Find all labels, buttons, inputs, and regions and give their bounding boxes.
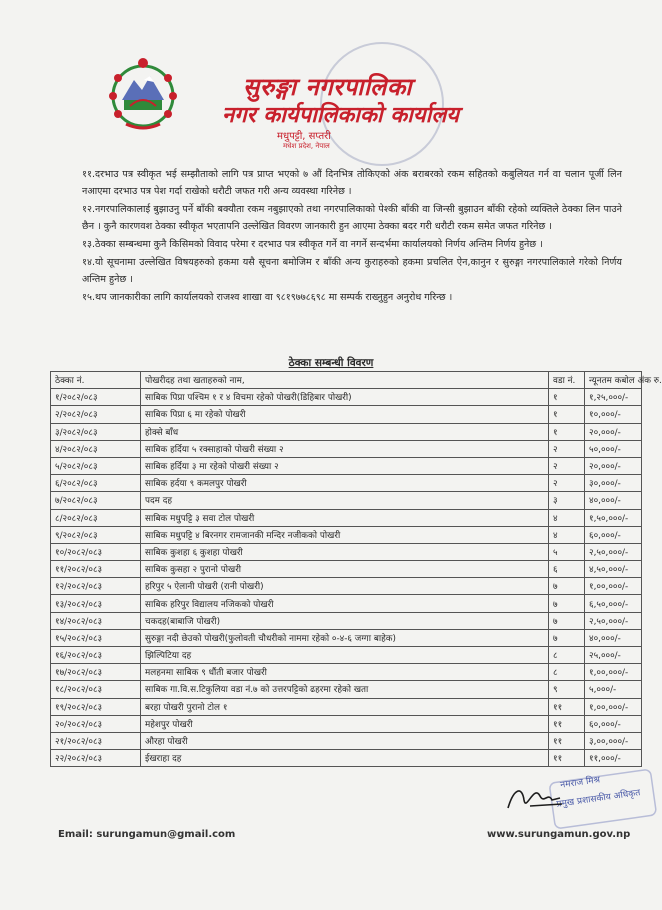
cell-min-bid: ६,५०,०००/- <box>585 595 642 612</box>
table-row <box>51 732 642 749</box>
table-row <box>51 647 642 664</box>
cell-min-bid: १,००,०००/- <box>585 578 642 595</box>
cell-min-bid: ४०,०००/- <box>585 492 642 509</box>
cell-ward-no: ७ <box>549 595 585 612</box>
cell-pond-name: साबिक मधुपट्टि ४ बिरनगर रामजानकी मन्दिर नजीकको पोखरी <box>141 526 549 543</box>
cell-pond-name: झिल्पिटिया दह <box>141 647 549 664</box>
cell-ward-no: ६ <box>549 561 585 578</box>
signature-icon <box>500 778 570 818</box>
cell-contract-no: ८/२०८२/०८३ <box>51 509 141 526</box>
cell-contract-no: २२/२०८२/०८३ <box>51 750 141 767</box>
cell-ward-no: २ <box>549 457 585 474</box>
table-row <box>51 715 642 732</box>
cell-ward-no: ७ <box>549 612 585 629</box>
cell-pond-name: साबिक मधुपट्टि ३ सवा टोल पोखरी <box>141 509 549 526</box>
cell-pond-name: साबिक हर्दिया ५ रक्साहाको पोखरी संख्या २ <box>141 440 549 457</box>
table-row <box>51 423 642 440</box>
cell-min-bid: २,५०,०००/- <box>585 612 642 629</box>
cell-min-bid: १०,०००/- <box>585 406 642 423</box>
table-row <box>51 509 642 526</box>
table-row <box>51 526 642 543</box>
cell-ward-no: ४ <box>549 509 585 526</box>
cell-min-bid: ३,००,०००/- <box>585 732 642 749</box>
cell-min-bid: २,५०,०००/- <box>585 543 642 560</box>
cell-contract-no: १३/२०८२/०८३ <box>51 595 141 612</box>
cell-ward-no: ११ <box>549 715 585 732</box>
cell-pond-name: साबिक हर्दया ९ कमलपुर पोखरी <box>141 475 549 492</box>
cell-min-bid: २०,०००/- <box>585 457 642 474</box>
cell-contract-no: १०/२०८२/०८३ <box>51 543 141 560</box>
cell-ward-no: ३ <box>549 492 585 509</box>
table-row <box>51 492 642 509</box>
cell-min-bid: ३०,०००/- <box>585 475 642 492</box>
cell-ward-no: २ <box>549 440 585 457</box>
cell-min-bid: १,००,०००/- <box>585 698 642 715</box>
clause-11: ११.दरभाउ पत्र स्वीकृत भई सम्झौताको लागि पत्र प्राप्त भएको ७ औं दिनभित्र तोकिएको अंक बराबरको रकम सहितको कबुलियत गर्न वा चलान पूर्जी लिन नआएमा दरभाउ पत्र पेश गर्दा राखेको धरौटी जफत गरी अन्य व्यवस्था गरिनेछ । <box>82 169 622 197</box>
cell-contract-no: १६/२०८२/०८३ <box>51 647 141 664</box>
cell-pond-name: बरहा पोखरी पुरानो टोल १ <box>141 698 549 715</box>
table-row <box>51 440 642 457</box>
table-row <box>51 475 642 492</box>
cell-min-bid: १,००,०००/- <box>585 664 642 681</box>
cell-contract-no: १४/२०८२/०८३ <box>51 612 141 629</box>
cell-pond-name: पदम दह <box>141 492 549 509</box>
cell-contract-no: २०/२०८२/०८३ <box>51 715 141 732</box>
cell-min-bid: ४०,०००/- <box>585 629 642 646</box>
table-row <box>51 561 642 578</box>
table-row <box>51 681 642 698</box>
cell-ward-no: ११ <box>549 750 585 767</box>
col-header-min-bid: न्यूनतम कबोल अंक रु. <box>585 372 642 389</box>
cell-contract-no: २१/२०८२/०८३ <box>51 732 141 749</box>
cell-min-bid: ४,५०,०००/- <box>585 561 642 578</box>
cell-ward-no: २ <box>549 475 585 492</box>
table-row <box>51 595 642 612</box>
cell-contract-no: १९/२०८२/०८३ <box>51 698 141 715</box>
clause-12: १२.नगरपालिकालाई बुझाउनु पर्ने बाँकी बक्यौता रकम नबुझाएको तथा नगरपालिकाको पेश्की बाँकी वा जिन्सी बुझाउन बाँकी रहेको व्यक्तिले ठेक्का लिन पाउने छैन । कुनै कारणवश ठेक्का स्वीकृत भएतापनि उल्लेखित विवरण जानकारी हुन आएमा ठेक्का बदर गरी धरौटी रकम समेत जफत गरिनेछ । <box>82 204 622 232</box>
cell-min-bid: ६०,०००/- <box>585 526 642 543</box>
cell-contract-no: ९/२०८२/०८३ <box>51 526 141 543</box>
table-row <box>51 698 642 715</box>
table-row <box>51 750 642 767</box>
cell-min-bid: ११,०००/- <box>585 750 642 767</box>
cell-pond-name: चकदह(बाबाजि पोखरी) <box>141 612 549 629</box>
cell-pond-name: मलहनमा साबिक ९ धौंती बजार पोखरी <box>141 664 549 681</box>
table-row <box>51 664 642 681</box>
municipality-name: सुरुङ्गा नगरपालिका <box>243 73 412 101</box>
cell-ward-no: ४ <box>549 526 585 543</box>
cell-pond-name: साबिक गा.वि.स.टिकुलिया वडा नं.७ को उत्तरपट्टिको ढहरमा रहेको खता <box>141 681 549 698</box>
table-header-row <box>51 372 642 389</box>
cell-contract-no: १५/२०८२/०८३ <box>51 629 141 646</box>
cell-pond-name: महेशपुर पोखरी <box>141 715 549 732</box>
officer-title: प्रमुख प्रशासकीय अधिकृत <box>555 788 641 810</box>
cell-contract-no: ४/२०८२/०८३ <box>51 440 141 457</box>
cell-contract-no: ११/२०८२/०८३ <box>51 561 141 578</box>
address-line-2: मधेश प्रदेश, नेपाल <box>283 142 330 150</box>
footer-email[interactable]: Email: surungamun@gmail.com <box>58 829 236 840</box>
col-header-contract-no: ठेक्का नं. <box>51 372 141 389</box>
cell-pond-name: औरहा पोखरी <box>141 732 549 749</box>
cell-contract-no: १/२०८२/०८३ <box>51 389 141 406</box>
clause-15: १५.थप जानकारीका लागि कार्यालयको राजश्व शाखा वा ९८१९७७८६९८ मा सम्पर्क राख्नुहुन अनुरोध गरिन्छ । <box>82 292 453 303</box>
cell-contract-no: ७/२०८२/०८३ <box>51 492 141 509</box>
cell-contract-no: ३/२०८२/०८३ <box>51 423 141 440</box>
cell-pond-name: साबिक कुशहा ६ कुशहा पोखरी <box>141 543 549 560</box>
municipality-emblem-icon <box>100 50 186 134</box>
cell-ward-no: ११ <box>549 698 585 715</box>
cell-contract-no: ६/२०८२/०८३ <box>51 475 141 492</box>
cell-ward-no: ९ <box>549 681 585 698</box>
cell-min-bid: १,२५,०००/- <box>585 389 642 406</box>
cell-ward-no: ७ <box>549 629 585 646</box>
cell-min-bid: १,५०,०००/- <box>585 509 642 526</box>
cell-pond-name: ईखराहा दह <box>141 750 549 767</box>
clause-14: १४.यो सूचनामा उल्लेखित विषयहरुको हकमा यसै सूचना बमोजिम र बाँकी अन्य कुराहरुको हकमा प्रचलित ऐन,कानुन र सुरुङ्गा नगरपालिकाले गरेको निर्णय अन्तिम हुनेछ । <box>82 257 622 285</box>
cell-ward-no: ७ <box>549 578 585 595</box>
contract-details-table <box>50 371 662 767</box>
cell-pond-name: साबिक पिप्रा ६ मा रहेको पोखरी <box>141 406 549 423</box>
cell-pond-name: होक्से बाँध <box>141 423 549 440</box>
table-row <box>51 629 642 646</box>
cell-pond-name: हरिपुर ५ ऐलानी पोखरी (रानी पोखरी) <box>141 578 549 595</box>
cell-contract-no: ५/२०८२/०८३ <box>51 457 141 474</box>
clause-13: १३.ठेक्का सम्बन्धमा कुनै किसिमको विवाद परेमा र दरभाउ पत्र स्वीकृत गर्ने वा नगर्ने सन्दर्भमा कार्यालयको निर्णय अन्तिम निर्णय हुनेछ । <box>82 239 543 250</box>
notice-clauses <box>82 166 622 307</box>
officer-name: नमराज मिश्र <box>559 775 601 791</box>
cell-contract-no: १२/२०८२/०८३ <box>51 578 141 595</box>
cell-pond-name: सुरुङ्गा नदी छेउको पोखरी(फुलोवती चौधरीको नाममा रहेको ०-४-६ जग्गा बाहेक) <box>141 629 549 646</box>
col-header-pond-name: पोखरीदह तथा खताहरुको नाम, <box>141 372 549 389</box>
table-row <box>51 612 642 629</box>
footer-website[interactable]: www.surungamun.gov.np <box>487 829 631 840</box>
office-name: नगर कार्यपालिकाको कार्यालय <box>222 103 459 128</box>
cell-ward-no: १ <box>549 406 585 423</box>
table-row <box>51 543 642 560</box>
cell-pond-name: साबिक हरिपुर विद्यालय नजिकको पोखरी <box>141 595 549 612</box>
cell-ward-no: ८ <box>549 664 585 681</box>
cell-ward-no: ११ <box>549 732 585 749</box>
cell-pond-name: साबिक कुसहा २ पुरानो पोखरी <box>141 561 549 578</box>
table-title: ठेक्का सम्बन्धी विवरण <box>288 357 374 369</box>
cell-ward-no: १ <box>549 423 585 440</box>
cell-contract-no: २/२०८२/०८३ <box>51 406 141 423</box>
cell-contract-no: १८/२०८२/०८३ <box>51 681 141 698</box>
table-row <box>51 457 642 474</box>
cell-ward-no: ५ <box>549 543 585 560</box>
table-row <box>51 406 642 423</box>
cell-min-bid: २५,०००/- <box>585 647 642 664</box>
address-line-1: मधुपट्टी, सप्तरी <box>277 131 331 142</box>
cell-min-bid: ५,०००/- <box>585 681 642 698</box>
cell-pond-name: साबिक पिप्रा पश्चिम १ र ४ विचमा रहेको पोखरी(डिहिबार पोखरी) <box>141 389 549 406</box>
cell-contract-no: १७/२०८२/०८३ <box>51 664 141 681</box>
cell-min-bid: ५०,०००/- <box>585 440 642 457</box>
cell-min-bid: ६०,०००/- <box>585 715 642 732</box>
table-row <box>51 578 642 595</box>
table-row <box>51 389 642 406</box>
cell-pond-name: साबिक हर्दिया ३ मा रहेको पोखरी संख्या २ <box>141 457 549 474</box>
col-header-ward-no: वडा नं. <box>549 372 585 389</box>
cell-ward-no: १ <box>549 389 585 406</box>
cell-ward-no: ८ <box>549 647 585 664</box>
cell-min-bid: २०,०००/- <box>585 423 642 440</box>
